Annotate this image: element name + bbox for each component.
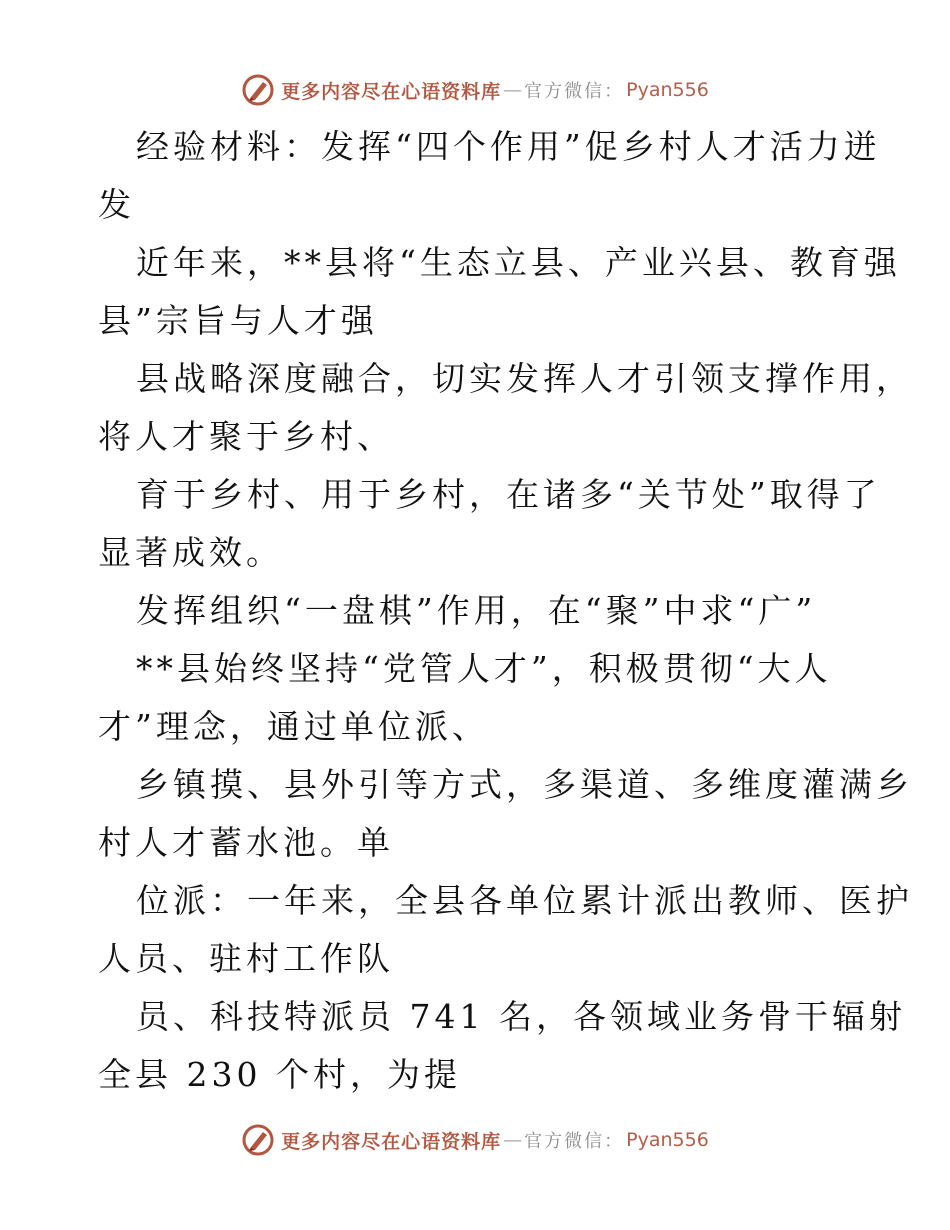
watermark-dash: — — [503, 79, 523, 101]
text-line: 育于乡村、用于乡村，在诸多“关节处”取得了 — [136, 475, 881, 514]
text-line: 乡镇摸、县外引等方式，多渠道、多维度灌满乡 — [136, 765, 913, 804]
watermark-dash: — — [503, 1129, 523, 1151]
text-line: 人员、驻村工作队 — [98, 939, 394, 978]
text-line: 近年来，**县将“生态立县、产业兴县、教育强 — [136, 243, 901, 282]
text-line: 才”理念，通过单位派、 — [98, 707, 489, 746]
watermark-site-name: 更多内容尽在心语资料库 — [281, 1130, 502, 1153]
watermark-site-name: 更多内容尽在心语资料库 — [281, 80, 502, 103]
text-line: 将人才聚于乡村、 — [98, 417, 394, 456]
pen-logo-icon — [241, 73, 275, 107]
text-line: 位派：一年来，全县各单位累计派出教师、医护 — [136, 881, 913, 920]
watermark-wechat-label: 官方微信： — [524, 81, 625, 102]
watermark-wechat-id: Pyan556 — [626, 1129, 709, 1151]
text-line: 村人才蓄水池。单 — [98, 823, 394, 862]
text-line: 员、科技特派员 741 名，各领域业务骨干辐射 — [136, 997, 906, 1036]
text-line: 经验材料：发挥“四个作用”促乡村人才活力迸 — [136, 127, 881, 166]
document-body — [98, 118, 913, 1104]
watermark-wechat-label: 官方微信： — [524, 1131, 625, 1152]
header-watermark — [0, 70, 950, 110]
text-line: 县”宗旨与人才强 — [98, 301, 378, 340]
text-line: 县战略深度融合，切实发挥人才引领支撑作用， — [136, 359, 913, 398]
watermark-wechat-id: Pyan556 — [626, 79, 709, 101]
text-line: 发挥组织“一盘棋”作用，在“聚”中求“广” — [136, 591, 817, 630]
text-line: 显著成效。 — [98, 533, 283, 572]
text-line: 发 — [98, 185, 135, 224]
footer-watermark — [0, 1120, 950, 1160]
text-line: 全县 230 个村，为提 — [98, 1055, 461, 1094]
text-line: **县始终坚持“党管人才”，积极贯彻“大人 — [136, 649, 832, 688]
pen-logo-icon — [241, 1123, 275, 1157]
